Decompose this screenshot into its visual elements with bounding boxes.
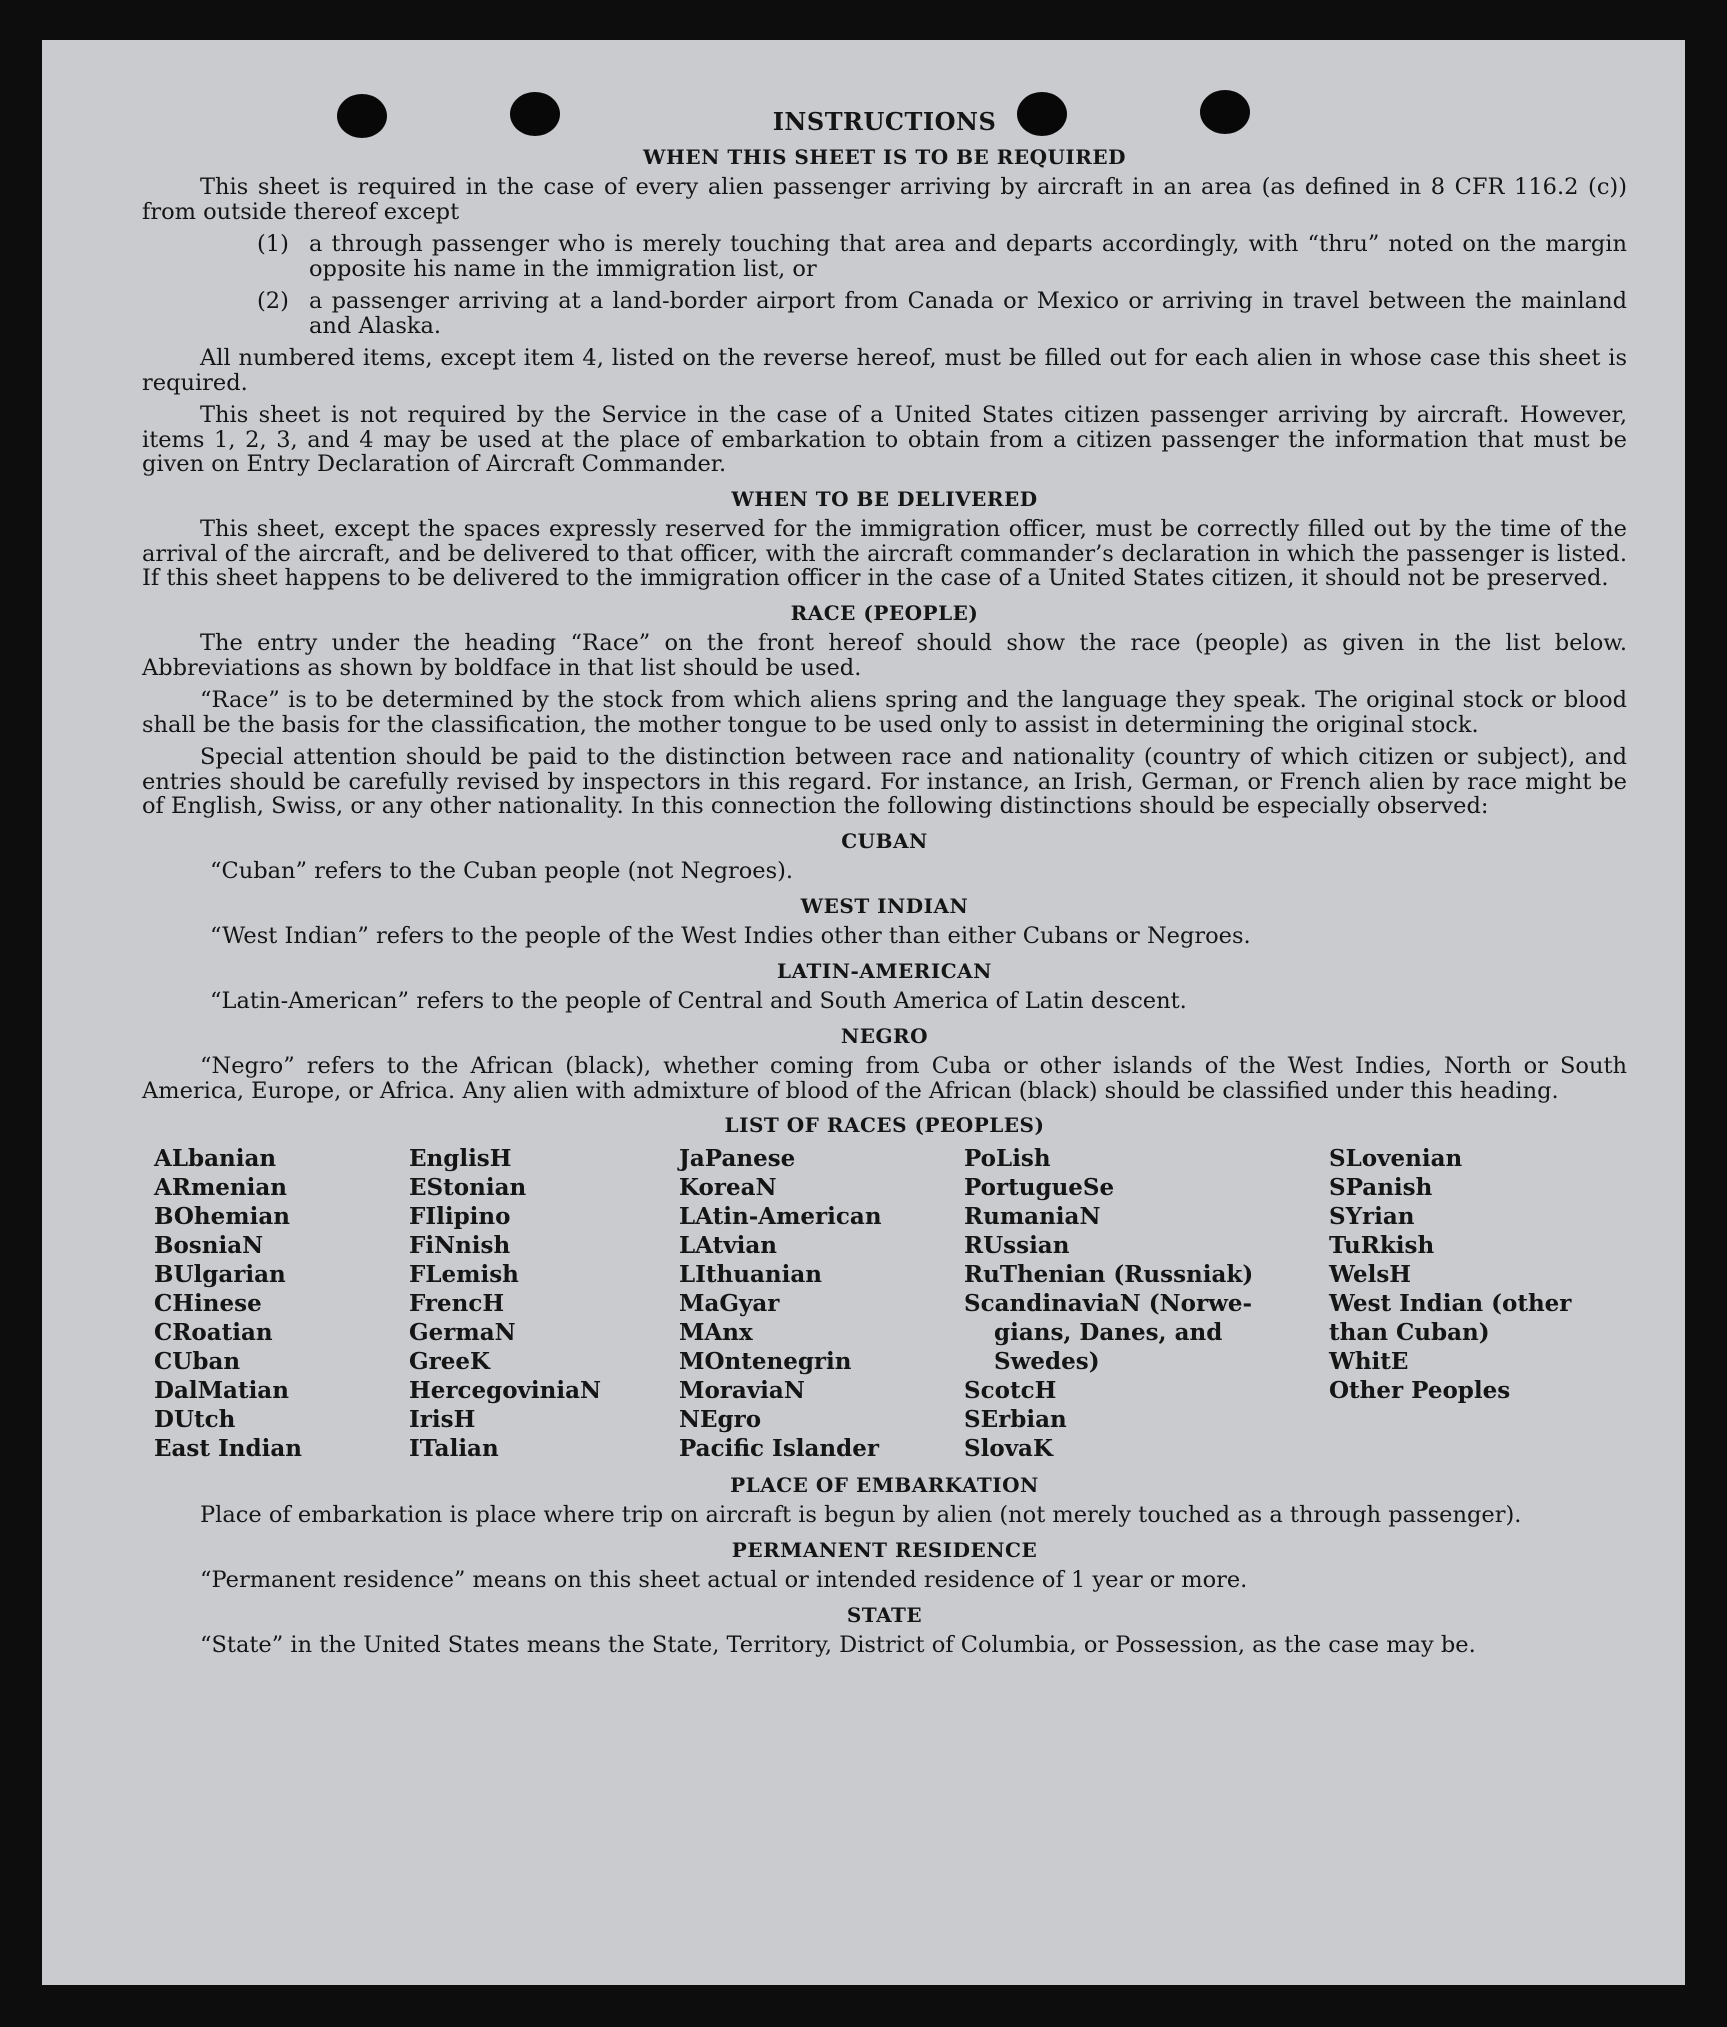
race-entry: MOntenegrin — [679, 1347, 852, 1375]
race-entry: RuThenian (Russniak) — [964, 1260, 1254, 1288]
paragraph: This sheet is not required by the Service in the case of a United States citizen passenger arriving by aircraft. However, items 1, 2, 3, and 4 may be used at the place of embarkation to obtain from a citizen passenger the information that must be given on Entry Declaration of Aircraft Commander. — [142, 402, 1627, 477]
race-entry: than Cuban) — [1329, 1318, 1490, 1346]
document-body — [142, 107, 1627, 1666]
section-heading: RACE (PEOPLE) — [790, 600, 979, 625]
paragraph: This sheet, except the spaces expressly reserved for the immigration officer, must be correctly filled out by the time of the arrival of the aircraft, and be delivered to that officer, with the aircraft commander’s declaration in which the passenger is listed. If this sheet happens to be delivered to the immigration officer in the case of a United States citizen, it should not be preserved. — [142, 516, 1627, 591]
races-column — [964, 1144, 1329, 1463]
section-heading: WEST INDIAN — [800, 893, 969, 918]
item-number: (1) — [257, 231, 289, 257]
race-entry: BosniaN — [154, 1231, 264, 1259]
definition-text: “Latin-American” refers to the people of Central and South America of Latin descent. — [210, 988, 1187, 1014]
race-entry: ITalian — [409, 1434, 499, 1462]
section-heading: STATE — [846, 1602, 923, 1627]
race-entry: NEgro — [679, 1405, 762, 1433]
race-entry: DalMatian — [154, 1376, 289, 1404]
race-entry: CUban — [154, 1347, 241, 1375]
race-entry: SYrian — [1329, 1202, 1415, 1230]
race-entry: MoraviaN — [679, 1376, 805, 1404]
item-text: a through passenger who is merely touching that area and departs accordingly, with “thru” noted on the margin opposite his name in the immigration list, or — [309, 231, 1627, 282]
race-entry: BOhemian — [154, 1202, 290, 1230]
race-entry: KoreaN — [679, 1173, 777, 1201]
race-entry: GermaN — [409, 1318, 516, 1346]
definition-text: “West Indian” refers to the people of the West Indies other than either Cubans or Negroes. — [210, 923, 1251, 949]
race-entry: GreeK — [409, 1347, 491, 1375]
paragraph: “State” in the United States means the State, Territory, District of Columbia, or Possession, as the case may be. — [200, 1632, 1476, 1658]
paragraph: All numbered items, except item 4, listed on the reverse hereof, must be filled out for each alien in whose case this sheet is required. — [142, 345, 1627, 396]
race-entry: HercegoviniaN — [409, 1376, 602, 1404]
race-entry: ARmenian — [154, 1173, 288, 1201]
section-heading: WHEN TO BE DELIVERED — [731, 486, 1038, 511]
paragraph: Special attention should be paid to the distinction between race and nationality (country of which citizen or subject), and entries should be carefully revised by inspectors in this regard. For instance, an Irish, German, or French alien by race might be of English, Swiss, or any other nationality. In this connection the following distinctions should be especially observed: — [142, 744, 1627, 819]
section-heading: CUBAN — [841, 828, 928, 853]
race-entry: SLovenian — [1329, 1144, 1463, 1172]
race-entry: LAtvian — [679, 1231, 777, 1259]
paragraph: Place of embarkation is place where trip on aircraft is begun by alien (not merely touched as a through passenger). — [200, 1502, 1522, 1528]
page-title: INSTRUCTIONS — [772, 107, 997, 136]
race-entry: DUtch — [154, 1405, 236, 1433]
paragraph: The entry under the heading “Race” on the front hereof should show the race (people) as given in the list below. Abbreviations as shown by boldface in that list should be used. — [142, 630, 1627, 681]
document-sheet — [42, 40, 1685, 1985]
race-entry: CRoatian — [154, 1318, 273, 1346]
races-column — [1329, 1144, 1627, 1463]
item-text: a passenger arriving at a land-border airport from Canada or Mexico or arriving in travel between the mainland and Alaska. — [309, 288, 1627, 339]
race-entry: LAtin-American — [679, 1202, 882, 1230]
race-entry: IrisH — [409, 1405, 476, 1433]
races-column — [409, 1144, 679, 1463]
paragraph: This sheet is required in the case of every alien passenger arriving by aircraft in an area (as defined in 8 CFR 116.2 (c)) from outside thereof except — [142, 174, 1627, 225]
race-entry: SPanish — [1329, 1173, 1433, 1201]
section-heading: PERMANENT RESIDENCE — [731, 1537, 1038, 1562]
race-entry: Other Peoples — [1329, 1376, 1511, 1404]
race-entry: CHinese — [154, 1289, 262, 1317]
race-entry: East Indian — [154, 1434, 302, 1462]
paragraph: “Negro” refers to the African (black), whether coming from Cuba or other islands of the West Indies, North or South America, Europe, or Africa. Any alien with admixture of blood of the African (black) should be classified under this heading. — [142, 1053, 1627, 1104]
race-entry: ALbanian — [154, 1144, 277, 1172]
section-heading: NEGRO — [840, 1023, 929, 1048]
race-entry: LIthuanian — [679, 1260, 822, 1288]
race-entry: JaPanese — [679, 1144, 796, 1172]
race-entry: FrencH — [409, 1289, 505, 1317]
race-entry: Pacific Islander — [679, 1434, 879, 1462]
race-entry: ScandinaviaN (Norwe- — [964, 1289, 1253, 1317]
race-entry: MAnx — [679, 1318, 753, 1346]
race-entry: EnglisH — [409, 1144, 512, 1172]
race-entry: West Indian (other — [1329, 1289, 1572, 1317]
race-entry: EStonian — [409, 1173, 527, 1201]
race-entry: PortugueSe — [964, 1173, 1115, 1201]
race-entry: Swedes) — [994, 1347, 1100, 1375]
race-entry: WelsH — [1329, 1260, 1412, 1288]
race-entry: MaGyar — [679, 1289, 780, 1317]
race-entry: RumaniaN — [964, 1202, 1101, 1230]
section-heading: LATIN-AMERICAN — [777, 958, 992, 983]
race-entry: SlovaK — [964, 1434, 1053, 1462]
race-entry: PoLish — [964, 1144, 1051, 1172]
races-list — [154, 1144, 1627, 1463]
race-entry: FiNnish — [409, 1231, 511, 1259]
races-column — [154, 1144, 409, 1463]
race-entry: TuRkish — [1329, 1231, 1435, 1259]
race-entry: FLemish — [409, 1260, 519, 1288]
list-item — [142, 232, 1627, 281]
definition-text: “Cuban” refers to the Cuban people (not Negroes). — [210, 858, 794, 884]
paragraph: “Permanent residence” means on this sheet actual or intended residence of 1 year or more. — [200, 1567, 1248, 1593]
section-heading: LIST OF RACES (PEOPLES) — [724, 1113, 1045, 1137]
race-entry: ScotcH — [964, 1376, 1057, 1404]
race-entry: RUssian — [964, 1231, 1070, 1259]
races-column — [679, 1144, 964, 1463]
paragraph: “Race” is to be determined by the stock from which aliens spring and the language they speak. The original stock or blood shall be the basis for the classification, the mother tongue to be used only to assist in determining the original stock. — [142, 687, 1627, 738]
race-entry: FIlipino — [409, 1202, 511, 1230]
list-item — [142, 289, 1627, 338]
section-heading: PLACE OF EMBARKATION — [730, 1472, 1039, 1497]
item-number: (2) — [257, 288, 289, 314]
race-entry: WhitE — [1329, 1347, 1409, 1375]
section-heading: WHEN THIS SHEET IS TO BE REQUIRED — [643, 144, 1126, 169]
race-entry: BUlgarian — [154, 1260, 286, 1288]
race-entry: gians, Danes, and — [994, 1318, 1223, 1346]
race-entry: SErbian — [964, 1405, 1067, 1433]
